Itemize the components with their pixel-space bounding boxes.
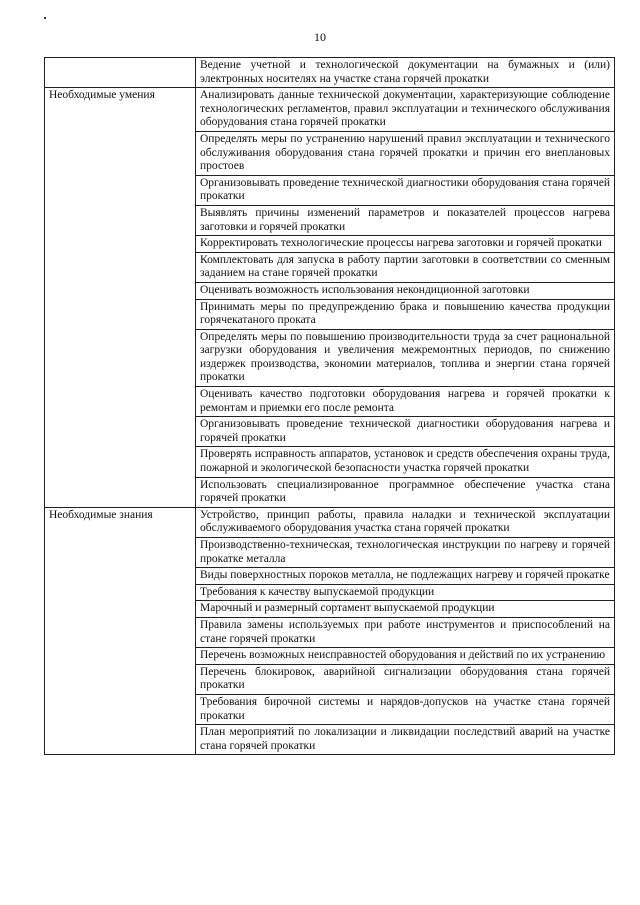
requirement-item: Организовывать проведение технической диагностики оборудования нагрева и горячей прокатки bbox=[196, 417, 615, 447]
requirement-item: Марочный и размерный сортамент выпускаемой продукции bbox=[196, 601, 615, 618]
requirement-item: Корректировать технологические процессы нагрева заготовки и горячей прокатки bbox=[196, 236, 615, 253]
requirement-item: Виды поверхностных пороков металла, не подлежащих нагреву и горячей прокатке bbox=[196, 568, 615, 585]
table-row bbox=[45, 88, 615, 132]
requirement-item: Производственно-техническая, технологическая инструкции по нагреву и горячей прокатке металла bbox=[196, 538, 615, 568]
requirement-item: Правила замены используемых при работе инструментов и приспособлений на стане горячей прокатки bbox=[196, 617, 615, 647]
requirement-item: Проверять исправность аппаратов, установок и средств обеспечения охраны труда, пожарной и экологической безопасности участка горячей прокатки bbox=[196, 447, 615, 477]
section-label: Необходимые умения bbox=[45, 88, 196, 508]
requirement-item: Принимать меры по предупреждению брака и повышению качества продукции горячекатаного проката bbox=[196, 299, 615, 329]
requirement-item: Использовать специализированное программное обеспечение участка стана горячей прокатки bbox=[196, 477, 615, 507]
requirements-table bbox=[44, 57, 615, 755]
requirement-item: Выявлять причины изменений параметров и показателей процессов нагрева заготовки и горячей прокатки bbox=[196, 205, 615, 235]
requirement-item: Оценивать возможность использования некондиционной заготовки bbox=[196, 282, 615, 299]
section-label-empty bbox=[45, 58, 196, 88]
requirement-item: Оценивать качество подготовки оборудования нагрева и горячей прокатки к ремонтам и приемки его после ремонта bbox=[196, 387, 615, 417]
table-row bbox=[45, 58, 615, 88]
requirements-table-body bbox=[45, 58, 615, 755]
page-number: 10 bbox=[314, 30, 326, 44]
requirement-item: План мероприятий по локализации и ликвидации последствий аварий на участке стана горячей прокатки bbox=[196, 725, 615, 755]
requirement-item: Перечень возможных неисправностей оборудования и действий по их устранению bbox=[196, 648, 615, 665]
section-label: Необходимые знания bbox=[45, 507, 196, 755]
requirement-item: Организовывать проведение технической диагностики оборудования стана горячей прокатки bbox=[196, 175, 615, 205]
requirement-item: Комплектовать для запуска в работу партии заготовки в соответствии со сменным заданием на стане горячей прокатки bbox=[196, 252, 615, 282]
requirement-item: Устройство, принцип работы, правила наладки и технической эксплуатации обслуживаемого оборудования участка стана горячей прокатки bbox=[196, 507, 615, 537]
requirement-item: Определять меры по повышению производительности труда за счет рациональной загрузки оборудования и увеличения межремонтных периодов, по снижению издержек производства, экономии материалов, топлива и энергии стана горячей прокатки bbox=[196, 329, 615, 386]
requirement-item: Требования бирочной системы и нарядов-допусков на участке стана горячей прокатки bbox=[196, 694, 615, 724]
requirement-item: Требования к качеству выпускаемой продукции bbox=[196, 584, 615, 601]
requirement-item: Определять меры по устранению нарушений правил эксплуатации и технического обслуживания оборудования стана горячей прокатки и причин его внеплановых простоев bbox=[196, 131, 615, 175]
requirement-item: Ведение учетной и технологической документации на бумажных и (или) электронных носителях на участке стана горячей прокатки bbox=[196, 58, 615, 88]
requirement-item: Перечень блокировок, аварийной сигнализации оборудования стана горячей прокатки bbox=[196, 664, 615, 694]
requirement-item: Анализировать данные технической документации, характеризующие соблюдение технологических регламентов, правил эксплуатации и технического обслуживания оборудования стана горячей прокатки bbox=[196, 88, 615, 132]
table-row bbox=[45, 507, 615, 537]
scan-speck bbox=[44, 17, 46, 19]
